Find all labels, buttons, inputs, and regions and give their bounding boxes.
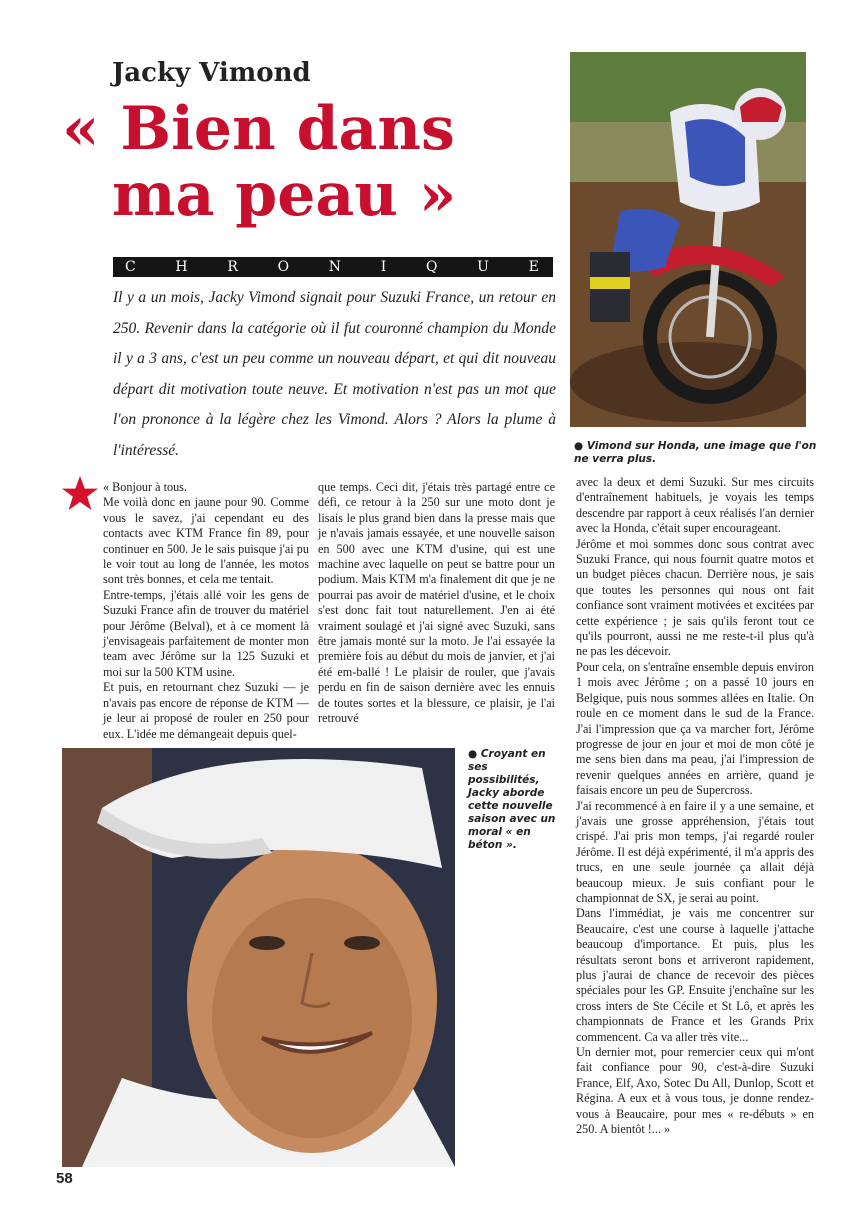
section-letter: Q [425, 259, 440, 275]
photo-caption-rider: ● Vimond sur Honda, une image que l'on ne verra plus. [574, 440, 817, 465]
page-number: 58 [56, 1170, 73, 1187]
section-letter: R [227, 259, 240, 275]
paragraph: Entre-temps, j'étais allé voir les gens de Suzuki France afin de trouver du matériel pour Jérôme (Belval), et à ce moment là j'envisageais parfaitement de monter mon team avec Jérôme sur la 125 Suzuki et moi sur la 500 KTM usine. [103, 587, 309, 679]
article-column-1 [103, 480, 309, 742]
article-intro: Il y a un mois, Jacky Vimond signait pour Suzuki France, un retour en 250. Revenir dans la catégorie où il fut couronné champion du Monde il y a 3 ans, c'est un peu comme un nouveau départ, et qui dit nouveau départ dit motivation toute neuve. Et motivation n'est pas un mot que l'on prononce à la légère chez les Vimond. Alors ? Alors la plume à l'intéressé. [113, 289, 556, 459]
star-icon [60, 474, 100, 514]
section-letter: C [125, 259, 138, 275]
section-letter: O [277, 259, 292, 275]
motocross-illustration [570, 52, 806, 427]
photo-caption-portrait: ● Croyant en ses possibilités, Jacky aborde cette nouvelle saison avec un moral « en béton ». [468, 748, 556, 851]
article-headline [62, 96, 562, 228]
paragraph: Pour cela, on s'entraîne ensemble depuis environ 1 mois avec Jérôme ; on a passé 10 jours en Belgique, puis nous sommes allées en Italie. On roule en ce moment dans le sud de la France. J'ai l'impression que ça va marcher fort, Jérôme progresse de jour en jour et moi de mon côté je me sens bien dans ma peau, j'ai l'impression de revenir quelques années en arrière, quand je faisais encore un peu de Supercross. [576, 659, 814, 798]
headline-line-2: ma peau » [112, 160, 457, 230]
paragraph: Un dernier mot, pour remercier ceux qui m'ont fait confiance pour 90, c'est-à-dire Suzuki France, Elf, Axo, Sotec Du All, Dunlop, Scott et Régina. A eux et à vous tous, je donne rendez-vous à Beaucaire, pour mes « re-débuts » en 250. A bientôt !... » [576, 1045, 814, 1137]
portrait-illustration [62, 748, 455, 1167]
article-column-2 [318, 480, 555, 727]
paragraph: Et puis, en retournant chez Suzuki — je n'avais pas encore de réponse de KTM — je leur ai proposé de rouler en 250 pour eux. L'idée me démangeait depuis quel- [103, 680, 309, 741]
section-letter: U [477, 259, 491, 275]
paragraph: avec la deux et demi Suzuki. Sur mes circuits d'entraînement habituels, je voyais les temps descendre par rapport à ceux réalisés l'an dernier avec la Honda, c'était super encourageant. [576, 475, 814, 536]
paragraph: que temps. Ceci dit, j'étais très partagé entre ce défi, ce retour à la 250 sur une moto dont je lisais le plus grand bien dans la presse mais que je n'avais jamais essayée, et une nouvelle saison en 500 avec une KTM d'usine, qui est une machine avec laquelle on peut se battre pour un podium. Mais KTM m'a finalement dit que je ne pourrai pas avoir de matériel d'usine, et le choix s'est donc fait tout naturellement. J'en ai été vraiment soulagé et j'ai signé avec Suzuki, sans être jamais monté sur la moto. Je l'ai essayée la première fois au début du mois de janvier, et j'ai été em-ballé ! Le plaisir de rouler, que j'avais perdu en fin de saison dernière avec les ennuis de toutes sortes et la blessure, ce plaisir, je l'ai retrouvé [318, 480, 555, 726]
paragraph: Dans l'immédiat, je vais me concentrer sur Beaucaire, c'est une course à laquelle j'attache beaucoup d'importance. Et puis, plus les résultats seront bons et arriveront rapidement, plus j'aurai de chance de recevoir des pièces spéciales pour les GP. Ensuite j'enchaîne sur les cross inters de Ste Cécile et St Lô, et après les championnats de France et les Grands Prix commencent. Ca va aller très vite... [576, 906, 814, 1044]
article-kicker: Jacky Vimond [112, 58, 311, 88]
section-letter: N [328, 259, 344, 275]
section-letter: E [528, 259, 541, 275]
paragraph: Me voilà donc en jaune pour 90. Comme vous le savez, j'ai cependant eu des contacts avec KTM France fin 89, pour continuer en 500. Je le sais puisque j'ai pu le voir tout au long de l'année, les motos sont très bonnes, et cela me tentait. [103, 495, 309, 587]
paragraph: J'ai recommencé à en faire il y a une semaine, et j'avais une grosse appréhension, j'étais tout crispé. J'ai pris mon temps, j'ai regardé rouler Jérôme. Il est déjà expérimenté, il m'a appris des trucs, en une seule journée ça allait déjà beaucoup mieux. Je suis confiant pour le championnat de SX, je serai au point. [576, 798, 814, 905]
headline-line-1: « Bien dans [62, 94, 455, 164]
motocross-rider-photo [570, 52, 806, 427]
article-column-3 [576, 475, 814, 1137]
section-letter: H [175, 259, 190, 275]
portrait-photo [62, 748, 455, 1167]
section-letter: I [380, 259, 389, 275]
paragraph: Jérôme et moi sommes donc sous contrat avec Suzuki France, qui nous fournit quatre motos et un budget pièces chacun. Derrière nous, je sais que toutes les personnes qui nous ont fait confiance sont vraiment motivées et excitées par cette expérience ; je sais qu'ils feront tout ce qu'ils pourront, aussi ne me reste-t-il plus qu'à ne pas les décevoir. [576, 536, 814, 659]
paragraph: « Bonjour à tous. [103, 480, 187, 494]
section-label-bar [113, 257, 553, 277]
